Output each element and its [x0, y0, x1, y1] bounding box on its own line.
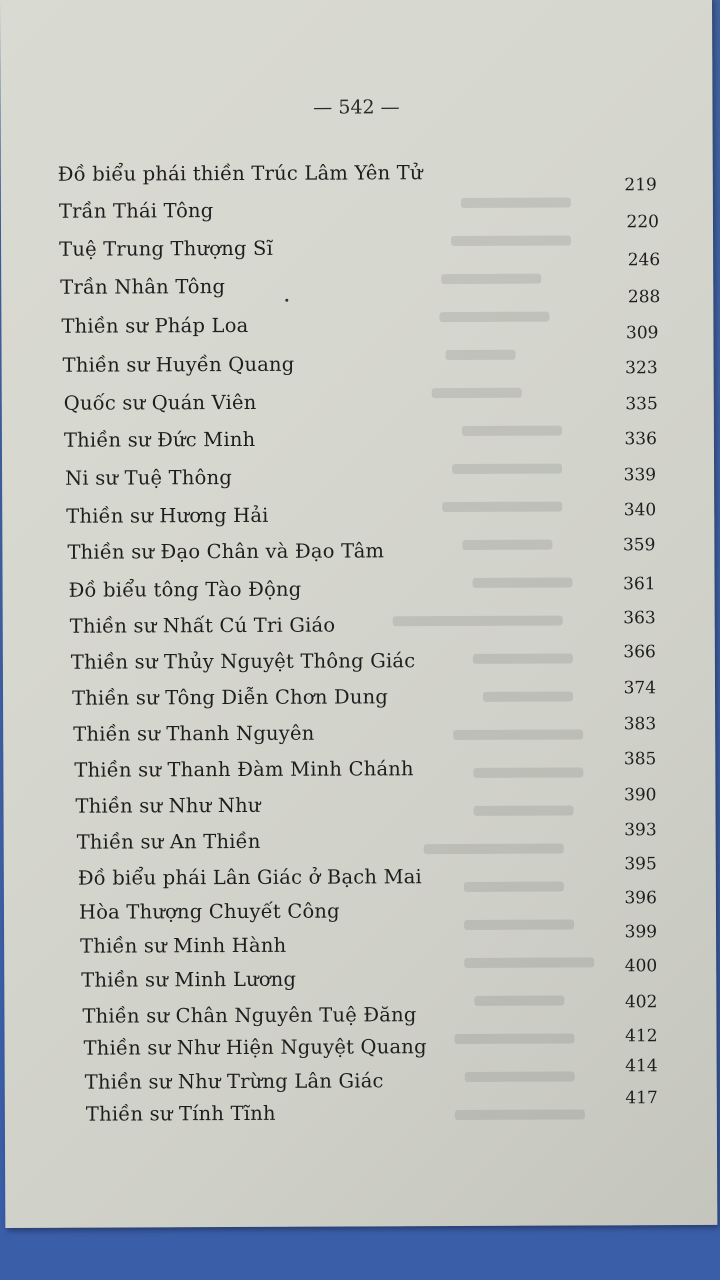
toc-entry-page: 363 [623, 608, 656, 629]
toc-entry-page: 309 [625, 323, 659, 344]
toc-entry-title: Quốc sư Quán Viên [63, 390, 257, 415]
toc-entry-title: Đồ biểu phái Lân Giác ở Bạch Mai [77, 865, 423, 890]
toc-entry-title: Trần Nhân Tông [60, 275, 226, 299]
toc-entry-page: 366 [623, 642, 656, 663]
toc-entry-page: 399 [624, 922, 658, 943]
toc-entry-page: 361 [623, 574, 656, 595]
toc-entry-title: Thiền sư Đức Minh [63, 427, 256, 452]
toc-entry-title: Thiền sư Minh Hành [80, 933, 287, 958]
toc-entry-page: 390 [623, 785, 657, 806]
toc-entry-page: 246 [627, 250, 661, 271]
toc-entry-page: 414 [625, 1056, 658, 1077]
toc-entry-title: Thiền sư Đạo Chân và Đạo Tâm [67, 539, 385, 564]
toc-entry-page: 402 [624, 992, 658, 1013]
toc-entry-page: 336 [624, 429, 657, 450]
toc-entry-title: Thiền sư Nhất Cú Tri Giáo [69, 613, 336, 638]
ink-speck [285, 299, 288, 302]
toc-entry-title: Thiền sư Hương Hải [66, 503, 269, 528]
toc-entry-title: Thiền sư Như Hiện Nguyệt Quang [83, 1035, 427, 1060]
toc-entry-title: Thiền sư An Thiền [76, 829, 261, 854]
toc-entry-page: 340 [623, 500, 657, 521]
toc-entry-title: Thiền sư Như Như [75, 793, 261, 818]
toc-entry-page: 385 [623, 749, 657, 770]
toc-entry-title: Thiền sư Minh Lương [81, 967, 297, 992]
toc-entry-title: Đồ biểu phái thiền Trúc Lâm Yên Tử [57, 161, 423, 186]
toc-entry-title: Thiền sư Huyền Quang [62, 352, 295, 377]
toc-entry-title: Thiền sư Thủy Nguyệt Thông Giác [70, 649, 416, 674]
toc-entry-page: 220 [626, 212, 660, 233]
toc-entry-page: 400 [624, 956, 658, 977]
toc-entry-title: Tuệ Trung Thượng Sĩ [59, 236, 274, 261]
toc-entry-title: Ni sư Tuệ Thông [65, 465, 233, 490]
page-number: — 542 — [313, 96, 400, 119]
toc-entry-title: Thiền sư Tông Diễn Chơn Dung [71, 685, 389, 710]
toc-entry-page: 335 [625, 394, 658, 415]
toc-entry-page: 395 [624, 854, 657, 875]
toc-entry-title: Thiền sư Tính Tĩnh [85, 1101, 276, 1126]
toc-entry-title: Thiền sư Như Trừng Lân Giác [84, 1069, 384, 1094]
toc-entry-page: 219 [624, 175, 657, 196]
toc-entry-page: 383 [623, 714, 657, 735]
toc-entry-page: 359 [622, 535, 656, 556]
toc-entry-title: Thiền sư Pháp Loa [61, 313, 249, 338]
toc-entry-title: Thiền sư Thanh Nguyên [73, 721, 315, 746]
toc-entry-title: Thiền sư Chân Nguyên Tuệ Đăng [82, 1003, 417, 1028]
toc-entry-title: Hòa Thượng Chuyết Công [78, 899, 340, 924]
toc-entry-title: Đồ biểu tông Tào Động [68, 577, 302, 602]
toc-entry-title: Trần Thái Tông [58, 199, 214, 223]
toc-entry-page: 396 [624, 888, 657, 909]
toc-entry-page: 417 [625, 1088, 658, 1109]
toc-entry-page: 323 [625, 358, 658, 379]
toc-entry-page: 393 [624, 820, 657, 841]
toc-entry-page: 412 [625, 1026, 658, 1047]
toc-entry-page: 374 [623, 678, 657, 699]
toc-entry-page: 288 [627, 287, 661, 308]
toc-entry-title: Thiền sư Thanh Đàm Minh Chánh [74, 757, 414, 782]
toc-entry-page: 339 [623, 465, 657, 486]
